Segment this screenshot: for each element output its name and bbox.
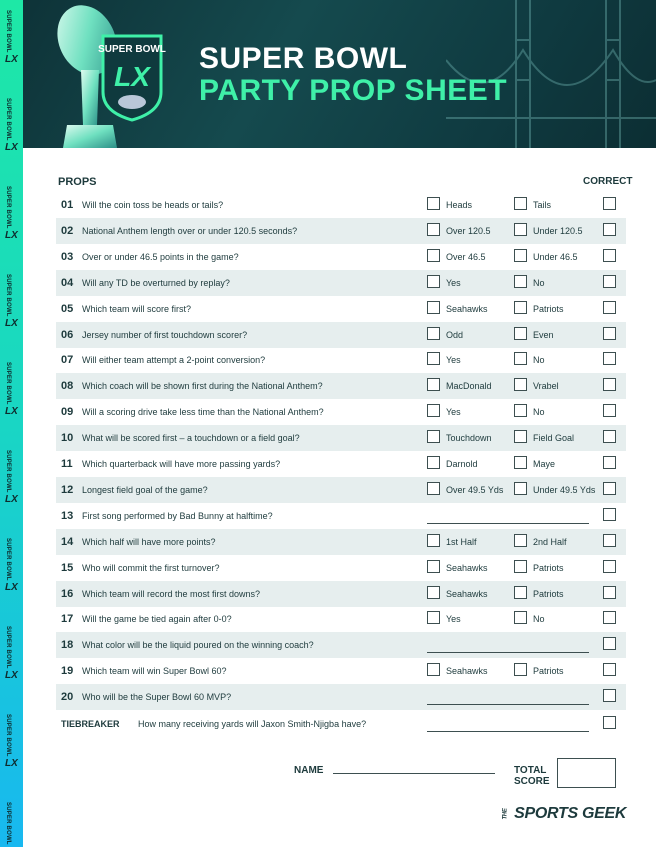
prop-number: 13 bbox=[61, 509, 74, 522]
answer-line[interactable] bbox=[427, 523, 589, 524]
option-a-label: Over 120.5 bbox=[446, 225, 491, 236]
option-a-checkbox[interactable] bbox=[427, 456, 440, 469]
strip-text: SUPER BOWL bbox=[5, 626, 11, 669]
option-b-checkbox[interactable] bbox=[514, 327, 527, 340]
prop-number: 08 bbox=[61, 380, 74, 393]
option-b-checkbox[interactable] bbox=[514, 586, 527, 599]
option-a-checkbox[interactable] bbox=[427, 327, 440, 340]
option-a-label: Over 46.5 bbox=[446, 251, 486, 262]
option-a-label: Heads bbox=[446, 200, 473, 210]
correct-checkbox[interactable] bbox=[603, 482, 616, 495]
prop-question: Jersey number of first touchdown scorer? bbox=[82, 329, 248, 340]
option-b-checkbox[interactable] bbox=[514, 223, 527, 236]
option-b-checkbox[interactable] bbox=[514, 378, 527, 391]
correct-checkbox[interactable] bbox=[603, 508, 616, 521]
correct-checkbox[interactable] bbox=[603, 327, 616, 340]
option-b-label: Under 120.5 bbox=[533, 225, 583, 236]
prop-question: First song performed by Bad Bunny at halftime? bbox=[82, 510, 273, 521]
correct-checkbox[interactable] bbox=[603, 456, 616, 469]
strip-logo: LX bbox=[5, 318, 18, 329]
option-a-checkbox[interactable] bbox=[427, 586, 440, 599]
option-b-label: No bbox=[533, 277, 545, 288]
prop-row bbox=[56, 477, 626, 503]
correct-checkbox[interactable] bbox=[603, 301, 616, 314]
option-b-label: No bbox=[533, 407, 545, 418]
strip-text: SUPER BOWL bbox=[5, 186, 11, 229]
option-a-checkbox[interactable] bbox=[427, 611, 440, 624]
prop-number: 11 bbox=[61, 458, 73, 470]
correct-checkbox[interactable] bbox=[603, 404, 616, 417]
option-b-label: Field Goal bbox=[533, 433, 575, 444]
option-a-label: Yes bbox=[446, 355, 461, 366]
option-b-checkbox[interactable] bbox=[514, 663, 527, 676]
prop-row bbox=[56, 658, 626, 684]
option-b-checkbox[interactable] bbox=[514, 560, 527, 573]
option-a-checkbox[interactable] bbox=[427, 197, 440, 210]
badge-top-text: SUPER BOWL bbox=[98, 44, 166, 55]
super-bowl-lx-logo bbox=[97, 30, 167, 122]
prop-question: Which team will record the most first downs? bbox=[82, 588, 261, 599]
prop-row bbox=[56, 218, 626, 244]
header-banner bbox=[23, 0, 656, 148]
option-b-checkbox[interactable] bbox=[514, 456, 527, 469]
prop-row bbox=[56, 425, 626, 451]
correct-checkbox[interactable] bbox=[603, 223, 616, 236]
strip-text: SUPER BOWL bbox=[5, 538, 11, 581]
option-b-label: Patriots bbox=[533, 588, 564, 599]
prop-number: 12 bbox=[61, 483, 74, 496]
option-a-label: Seahawks bbox=[446, 588, 488, 599]
prop-row bbox=[56, 192, 626, 218]
prop-question: Longest field goal of the game? bbox=[82, 484, 208, 495]
option-b-label: Vrabel bbox=[533, 381, 559, 392]
correct-checkbox[interactable] bbox=[603, 560, 616, 573]
option-b-checkbox[interactable] bbox=[514, 197, 527, 210]
correct-checkbox[interactable] bbox=[603, 586, 616, 599]
total-word: TOTAL bbox=[514, 765, 547, 776]
option-a-checkbox[interactable] bbox=[427, 430, 440, 443]
prop-question: Who will be the Super Bowl 60 MVP? bbox=[82, 692, 232, 703]
strip-text: SUPER BOWL bbox=[5, 274, 11, 317]
strip-text: SUPER BOWL bbox=[5, 98, 11, 141]
prop-question: Which coach will be shown first during the National Anthem? bbox=[82, 381, 323, 392]
option-a-checkbox[interactable] bbox=[427, 663, 440, 676]
option-b-checkbox[interactable] bbox=[514, 301, 527, 314]
prop-number: 02 bbox=[61, 224, 74, 237]
prop-question: Which half will have more points? bbox=[82, 536, 216, 547]
strip-logo: LX bbox=[5, 142, 18, 153]
prop-number: 03 bbox=[61, 250, 74, 263]
option-a-label: Seahawks bbox=[446, 562, 488, 573]
option-a-label: Over 49.5 Yds bbox=[446, 484, 504, 495]
score-word: SCORE bbox=[514, 776, 550, 787]
option-b-label: No bbox=[533, 614, 545, 625]
correct-checkbox[interactable] bbox=[603, 716, 616, 729]
prop-question: What will be scored first – a touchdown or a field goal? bbox=[82, 433, 300, 444]
prop-row bbox=[56, 347, 626, 373]
option-a-label: Seahawks bbox=[446, 666, 488, 677]
option-a-label: Darnold bbox=[446, 459, 478, 469]
strip-text: SUPER BOWL bbox=[5, 450, 11, 493]
correct-checkbox[interactable] bbox=[603, 197, 616, 210]
total-score-box[interactable] bbox=[557, 758, 616, 788]
option-b-label: Patriots bbox=[533, 303, 564, 314]
prop-number: 09 bbox=[61, 406, 74, 419]
prop-question: Over or under 46.5 points in the game? bbox=[82, 251, 239, 262]
prop-row bbox=[56, 270, 626, 296]
title-line-2: PARTY PROP SHEET bbox=[199, 74, 508, 107]
option-b-label: Patriots bbox=[533, 562, 564, 573]
option-b-label: Maye bbox=[533, 459, 556, 469]
prop-question: Who will commit the first turnover? bbox=[82, 562, 220, 573]
strip-logo: LX bbox=[5, 670, 18, 681]
correct-checkbox[interactable] bbox=[603, 637, 616, 650]
option-b-label: 2nd Half bbox=[533, 536, 567, 547]
option-a-checkbox[interactable] bbox=[427, 560, 440, 573]
prop-row bbox=[56, 529, 626, 555]
option-a-checkbox[interactable] bbox=[427, 223, 440, 236]
prop-row bbox=[56, 555, 626, 581]
strip-text: SUPER BOWL bbox=[5, 10, 11, 53]
title-line-1: SUPER BOWL bbox=[199, 42, 408, 75]
total-score-label bbox=[514, 765, 550, 787]
answer-line[interactable] bbox=[427, 704, 589, 705]
prop-question: Will a scoring drive take less time than the National Anthem? bbox=[82, 407, 324, 418]
correct-checkbox[interactable] bbox=[603, 352, 616, 365]
option-b-label: Tails bbox=[533, 200, 552, 210]
correct-checkbox[interactable] bbox=[603, 249, 616, 262]
option-a-checkbox[interactable] bbox=[427, 301, 440, 314]
option-a-checkbox[interactable] bbox=[427, 275, 440, 288]
option-b-checkbox[interactable] bbox=[514, 534, 527, 547]
prop-question: Will the coin toss be heads or tails? bbox=[82, 200, 224, 210]
prop-question: Which quarterback will have more passing yards? bbox=[82, 459, 281, 469]
option-b-label: No bbox=[533, 355, 545, 366]
option-b-checkbox[interactable] bbox=[514, 275, 527, 288]
strip-logo: LX bbox=[5, 494, 18, 505]
correct-column-header: CORRECT bbox=[583, 176, 633, 187]
prop-number: 17 bbox=[61, 613, 74, 626]
prop-number: 20 bbox=[61, 691, 74, 704]
option-a-checkbox[interactable] bbox=[427, 249, 440, 262]
prop-row bbox=[56, 606, 626, 632]
option-a-label: Yes bbox=[446, 614, 461, 625]
sports-geek-logo bbox=[500, 805, 626, 823]
strip-logo: LX bbox=[5, 54, 18, 65]
answer-line[interactable] bbox=[427, 652, 589, 653]
prop-row bbox=[56, 503, 626, 529]
option-b-label: Even bbox=[533, 329, 554, 340]
strip-text: SUPER BOWL bbox=[5, 362, 11, 405]
prop-question: Will any TD be overturned by replay? bbox=[82, 277, 230, 288]
option-b-label: Under 49.5 Yds bbox=[533, 484, 596, 495]
strip-text: SUPER BOWL bbox=[5, 802, 11, 845]
option-a-label: Seahawks bbox=[446, 303, 488, 314]
correct-checkbox[interactable] bbox=[603, 430, 616, 443]
option-a-checkbox[interactable] bbox=[427, 534, 440, 547]
prop-question: National Anthem length over or under 120.5 seconds? bbox=[82, 225, 298, 236]
prop-number: 04 bbox=[61, 276, 74, 289]
prop-number: 16 bbox=[61, 587, 74, 600]
prop-question: Will the game be tied again after 0-0? bbox=[82, 614, 232, 625]
prop-number: 07 bbox=[61, 354, 74, 367]
strip-logo: LX bbox=[5, 406, 18, 417]
prop-number: 18 bbox=[61, 639, 74, 652]
option-b-checkbox[interactable] bbox=[514, 482, 527, 495]
answer-line[interactable] bbox=[427, 731, 589, 732]
option-a-label: 1st Half bbox=[446, 536, 477, 547]
correct-checkbox[interactable] bbox=[603, 378, 616, 391]
option-b-checkbox[interactable] bbox=[514, 611, 527, 624]
prop-row bbox=[56, 632, 626, 658]
prop-number: 19 bbox=[61, 665, 74, 678]
strip-logo: LX bbox=[5, 758, 18, 769]
correct-checkbox[interactable] bbox=[603, 275, 616, 288]
prop-row bbox=[56, 684, 626, 710]
prop-number: 10 bbox=[61, 432, 74, 445]
prop-row bbox=[56, 581, 626, 607]
option-a-checkbox[interactable] bbox=[427, 404, 440, 417]
side-strip bbox=[0, 0, 23, 847]
prop-question: Which team will score first? bbox=[82, 303, 192, 314]
option-b-checkbox[interactable] bbox=[514, 352, 527, 365]
prop-row bbox=[56, 399, 626, 425]
option-b-label: Under 46.5 bbox=[533, 251, 578, 262]
option-b-checkbox[interactable] bbox=[514, 404, 527, 417]
option-a-label: MacDonald bbox=[446, 381, 492, 392]
prop-question: What color will be the liquid poured on the winning coach? bbox=[82, 640, 314, 651]
option-a-label: Touchdown bbox=[446, 433, 492, 444]
prop-question: Will either team attempt a 2-point conversion? bbox=[82, 355, 266, 366]
prop-row bbox=[56, 244, 626, 270]
option-a-checkbox[interactable] bbox=[427, 482, 440, 495]
brand-prefix: THE bbox=[502, 808, 509, 820]
correct-checkbox[interactable] bbox=[603, 611, 616, 624]
option-a-label: Yes bbox=[446, 407, 461, 418]
name-label: NAME bbox=[294, 765, 324, 776]
prop-number: 15 bbox=[61, 561, 74, 574]
strip-text: SUPER BOWL bbox=[5, 714, 11, 757]
tiebreaker-question: How many receiving yards will Jaxon Smith-Njigba have? bbox=[138, 719, 367, 729]
prop-number: 06 bbox=[61, 328, 74, 341]
correct-checkbox[interactable] bbox=[603, 689, 616, 702]
prop-row bbox=[56, 451, 626, 477]
option-a-label: Odd bbox=[446, 329, 464, 340]
option-b-checkbox[interactable] bbox=[514, 249, 527, 262]
badge-mark-text: LX bbox=[114, 61, 150, 92]
strip-logo: LX bbox=[5, 230, 18, 241]
prop-number: 14 bbox=[61, 535, 74, 548]
prop-row bbox=[56, 322, 626, 348]
prop-row bbox=[56, 373, 626, 399]
prop-row bbox=[56, 296, 626, 322]
correct-checkbox[interactable] bbox=[603, 534, 616, 547]
option-a-label: Yes bbox=[446, 277, 461, 288]
tiebreaker-label: TIEBREAKER bbox=[61, 719, 120, 729]
brand-name: SPORTS GEEK bbox=[514, 805, 627, 822]
option-b-label: Patriots bbox=[533, 666, 564, 677]
option-b-checkbox[interactable] bbox=[514, 430, 527, 443]
tiebreaker-row bbox=[56, 711, 626, 737]
prop-number: 05 bbox=[61, 302, 74, 315]
prop-number: 01 bbox=[61, 199, 74, 211]
props-column-header: PROPS bbox=[58, 176, 97, 188]
correct-checkbox[interactable] bbox=[603, 663, 616, 676]
option-a-checkbox[interactable] bbox=[427, 352, 440, 365]
strip-logo: LX bbox=[5, 582, 18, 593]
prop-question: Which team will win Super Bowl 60? bbox=[82, 666, 227, 677]
option-a-checkbox[interactable] bbox=[427, 378, 440, 391]
name-line[interactable] bbox=[333, 773, 495, 774]
